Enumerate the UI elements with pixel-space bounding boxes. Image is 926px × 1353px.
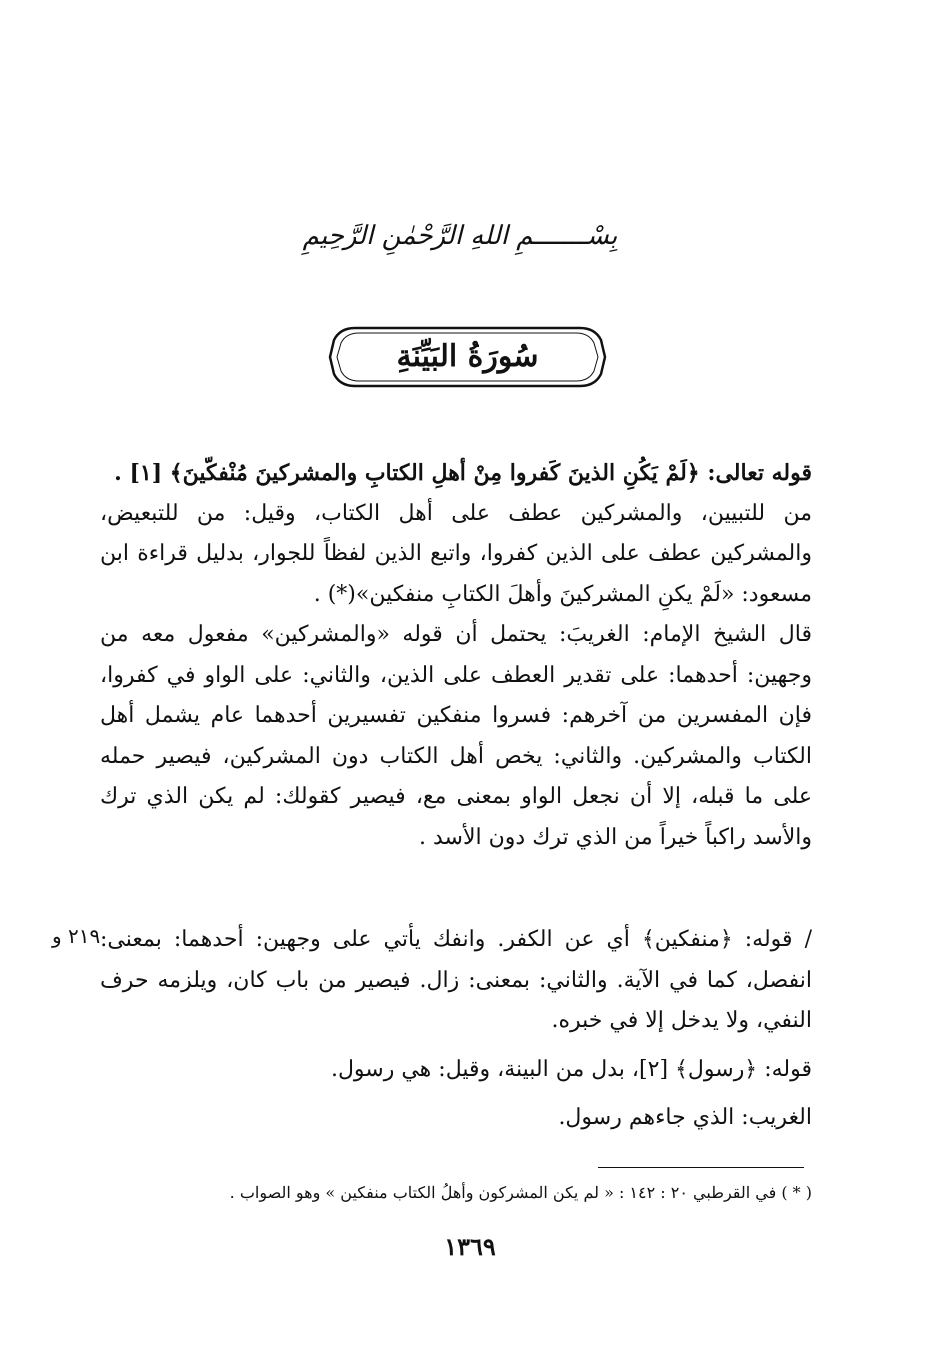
- basmala-heading: بِسْـــــــمِ اللهِ الرَّحْمٰنِ الرَّحِيمِ: [302, 221, 618, 251]
- commentary-paragraph: / قوله: ﴿منفكين﴾ أي عن الكفر. وانفك يأتي على وجهين: أحدهما: بمعنى: انفصل، كما في الآية. والثاني: بمعنى: زال. فيصير من باب كان، ويلزمه حرف النفي، ولا يدخل إلا في خبره.: [100, 927, 812, 1033]
- manuscript-folio-note: ٢١٩ و: [52, 924, 101, 948]
- footnote: ( * ) في القرطبي ٢٠ : ١٤٢ : « لم يكن المشركون وأهلُ الكتاب منفكين » وهو الصواب .: [229, 1183, 812, 1202]
- commentary-section-1: [100, 453, 812, 858]
- commentary-paragraph: قوله: ﴿رسول﴾ [٢]، بدل من البينة، وقيل: هي رسول.: [330, 1056, 812, 1082]
- commentary-paragraph: قال الشيخ الإمام: الغريبَ: يحتمل أن قوله «والمشركين» مفعول معه من وجهين: أحدهما: على تقدير العطف على الذين، والثاني: على الواو في كفروا، فإن المفسرين من آخرهم: فسروا منفكين تفسيرين أحدهما عام يشمل أهل الكتاب والمشركين. والثاني: يخص أهل الكتاب دون المشركين، فيصير حمله على ما قبله، إلا أن نجعل الواو بمعنى مع، فيصير كقولك: لم يكن الذي ترك والأسد راكباً خيراً من الذي ترك دون الأسد .: [100, 622, 812, 850]
- footnote-divider: [598, 1167, 804, 1168]
- page-number: ١٣٦٩: [444, 1232, 496, 1261]
- commentary-paragraph: من للتبيين، والمشركين عطف على أهل الكتاب، وقيل: من للتبعيض، والمشركين عطف على الذين كفروا، واتبع الذين لفظاً للجوار، بدليل قراءة ابن مسعود: «لَمْ يكنِ المشركينَ وأهلَ الكتابِ منفكين»(*) .: [100, 500, 812, 607]
- surah-title-frame: [325, 322, 610, 392]
- surah-title: سُورَةُ البَيِّنَةِ: [396, 339, 539, 374]
- verse-quote-paragraph: قوله تعالى: ﴿لَمْ يَكُنِ الذينَ كَفروا مِنْ أهلِ الكتابِ والمشركينَ مُنْفكّينَ﴾ [١] .: [114, 460, 812, 486]
- commentary-section-2: [100, 920, 812, 1139]
- commentary-paragraph: الغريب: الذي جاءهم رسول.: [558, 1105, 812, 1130]
